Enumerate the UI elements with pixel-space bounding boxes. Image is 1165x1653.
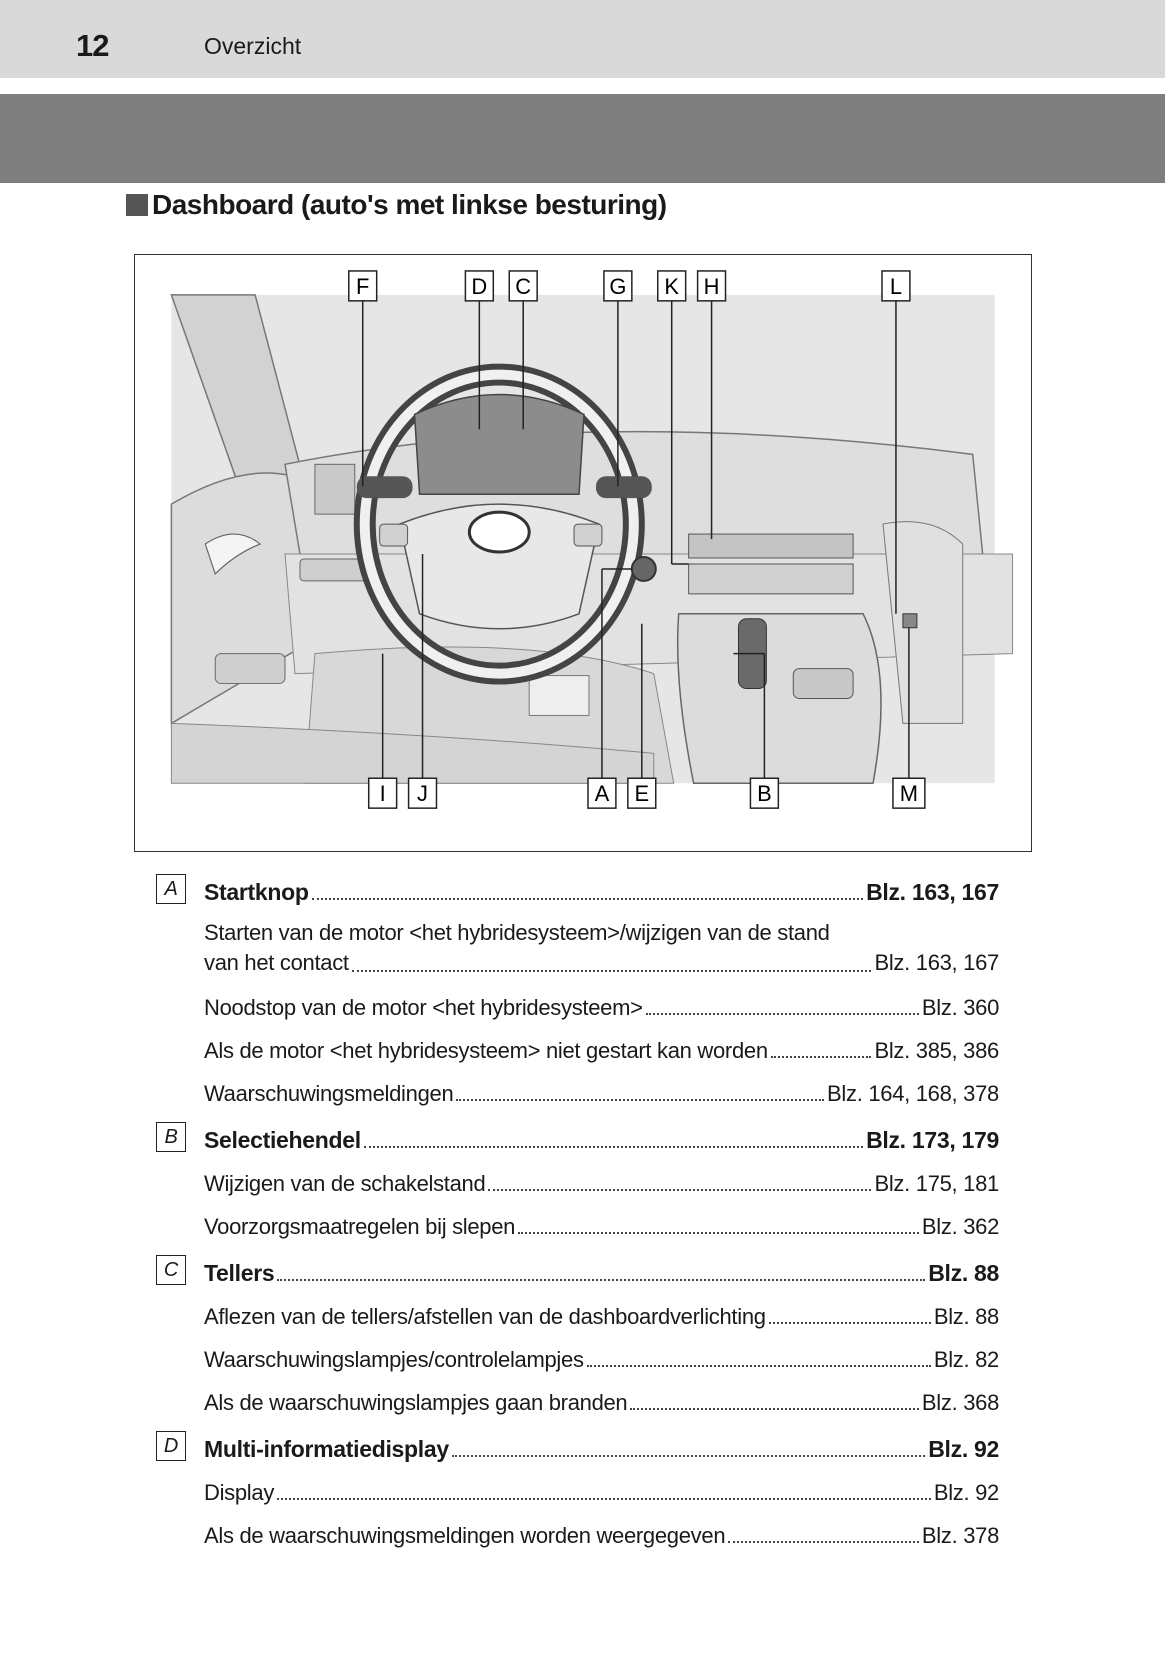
sub-item: [156, 1197, 999, 1240]
header-band: [0, 94, 1165, 183]
entry-letter: B: [156, 1122, 186, 1152]
sub-item: [156, 1021, 999, 1064]
callout-l: L: [889, 273, 903, 299]
page-ref-link[interactable]: Blz. 88: [928, 1260, 999, 1286]
passenger-switch: [903, 614, 917, 628]
entry-title: Startknop: [204, 879, 309, 905]
leader-dots: [587, 1365, 931, 1367]
leader-dots: [728, 1541, 919, 1543]
leader-dots: [646, 1013, 919, 1015]
climate-panel: [689, 564, 853, 594]
leader-dots: [630, 1408, 919, 1410]
sub-item-line1: Starten van de motor <het hybridesysteem>/wijzigen van de stand: [204, 920, 830, 945]
sub-item: [156, 978, 999, 1021]
page-ref-link[interactable]: Blz. 368: [921, 1390, 999, 1415]
entry-gap: [156, 1240, 999, 1251]
page-ref-link[interactable]: Blz. 378: [921, 1523, 999, 1548]
sub-item-label: Noodstop van de motor <het hybridesysteem>: [204, 995, 643, 1020]
callout-c: C: [515, 273, 532, 299]
sub-item: [156, 1287, 999, 1330]
page-ref-link[interactable]: Blz. 385, 386: [874, 1038, 999, 1063]
leader-dots: [277, 1498, 931, 1500]
sub-item: [156, 1330, 999, 1373]
callout-e: E: [634, 781, 650, 807]
sub-item-label: Aflezen van de tellers/afstellen van de dashboardverlichting: [204, 1304, 766, 1329]
sub-item-label: Waarschuwingslampjes/controlelampjes: [204, 1347, 584, 1372]
callout-d: D: [471, 273, 488, 299]
sub-item: [156, 1373, 999, 1416]
page-ref-link[interactable]: Blz. 82: [933, 1347, 999, 1372]
leader-dots: [452, 1455, 925, 1457]
header-bar: [0, 0, 1165, 78]
page-ref-link[interactable]: Blz. 92: [928, 1436, 999, 1462]
leader-dots: [352, 970, 872, 972]
sub-item-label: Als de waarschuwingslampjes gaan branden: [204, 1390, 628, 1415]
entry-main-line: [156, 1427, 999, 1463]
wheel-right-switch: [574, 524, 602, 546]
leader-dots: [488, 1189, 871, 1191]
entry-title: Selectiehendel: [204, 1127, 361, 1153]
remote-touch: [793, 669, 853, 699]
page-ref-link[interactable]: Blz. 360: [921, 995, 999, 1020]
entry-letter: D: [156, 1431, 186, 1461]
sub-item-label: Als de motor <het hybridesysteem> niet gestart kan worden: [204, 1038, 768, 1063]
square-bullet-icon: [126, 194, 148, 216]
callout-h: H: [703, 273, 720, 299]
entry-letter: A: [156, 874, 186, 904]
dashboard-illustration: [134, 254, 1032, 852]
sub-item: [156, 1154, 999, 1197]
leader-dots: [364, 1146, 863, 1148]
callout-j: J: [417, 781, 429, 807]
sub-item-label: Wijzigen van de schakelstand: [204, 1171, 486, 1196]
sub-item: [156, 906, 999, 978]
entry-title: Multi-informatiedisplay: [204, 1436, 449, 1462]
center-console: [678, 614, 881, 783]
sub-item-label: van het contact: [204, 950, 349, 975]
leader-dots: [769, 1322, 931, 1324]
sub-item-label: Voorzorgsmaatregelen bij slepen: [204, 1214, 516, 1239]
sub-item-label: Waarschuwingsmeldingen: [204, 1081, 454, 1106]
sub-item-label: Display: [204, 1480, 275, 1505]
sub-item: [156, 1064, 999, 1107]
page-ref-link[interactable]: Blz. 88: [933, 1304, 999, 1329]
pedal: [529, 676, 589, 716]
meter-cluster: [415, 395, 584, 495]
sub-item: [156, 1463, 999, 1506]
callout-g: G: [609, 273, 627, 299]
page-number: 12: [76, 28, 109, 63]
entry-main-line: [156, 870, 999, 906]
page-ref-link[interactable]: Blz. 175, 181: [874, 1171, 999, 1196]
sub-item-line2: [204, 948, 999, 978]
entry-gap: [156, 1107, 999, 1118]
entry-b: [156, 1118, 999, 1240]
window-switches: [215, 654, 285, 684]
leader-dots: [456, 1099, 824, 1101]
entry-title: Tellers: [204, 1260, 275, 1286]
section-title: Overzicht: [204, 33, 302, 59]
dashboard-drawing: [135, 255, 1031, 851]
right-stalk: [596, 476, 652, 498]
start-button: [632, 557, 656, 581]
callout-b: B: [757, 781, 772, 807]
entry-c: [156, 1251, 999, 1416]
sub-item: [156, 1506, 999, 1549]
heading-text: Dashboard (auto's met linkse besturing): [152, 189, 667, 220]
leader-dots: [312, 898, 863, 900]
leader-dots: [518, 1232, 919, 1234]
page-heading: [126, 189, 667, 221]
entry-d: [156, 1427, 999, 1549]
reference-list: [156, 870, 999, 1549]
left-stalk: [357, 476, 413, 498]
entry-main-line: [156, 1251, 999, 1287]
center-vent: [689, 534, 853, 558]
page-ref-link[interactable]: Blz. 163, 167: [866, 879, 999, 905]
entry-a: [156, 870, 999, 1107]
entry-gap: [156, 1416, 999, 1427]
callout-f: F: [356, 273, 370, 299]
wheel-left-switch: [380, 524, 408, 546]
page-ref-link[interactable]: Blz. 92: [933, 1480, 999, 1505]
leader-dots: [277, 1279, 925, 1281]
sub-item-label: Als de waarschuwingsmeldingen worden weergegeven: [204, 1523, 726, 1548]
page-ref-link[interactable]: Blz. 163, 167: [874, 950, 999, 975]
callout-i: I: [379, 781, 386, 807]
entry-letter: C: [156, 1255, 186, 1285]
page-ref-link[interactable]: Blz. 362: [921, 1214, 999, 1239]
callout-k: K: [664, 273, 680, 299]
callout-a: A: [594, 781, 610, 807]
entry-main-line: [156, 1118, 999, 1154]
left-vent: [315, 464, 355, 514]
callout-m: M: [899, 781, 919, 807]
page-ref-link[interactable]: Blz. 173, 179: [866, 1127, 999, 1153]
logo-emblem: [469, 512, 529, 552]
leader-dots: [771, 1056, 872, 1058]
page-ref-link[interactable]: Blz. 164, 168, 378: [827, 1081, 999, 1106]
